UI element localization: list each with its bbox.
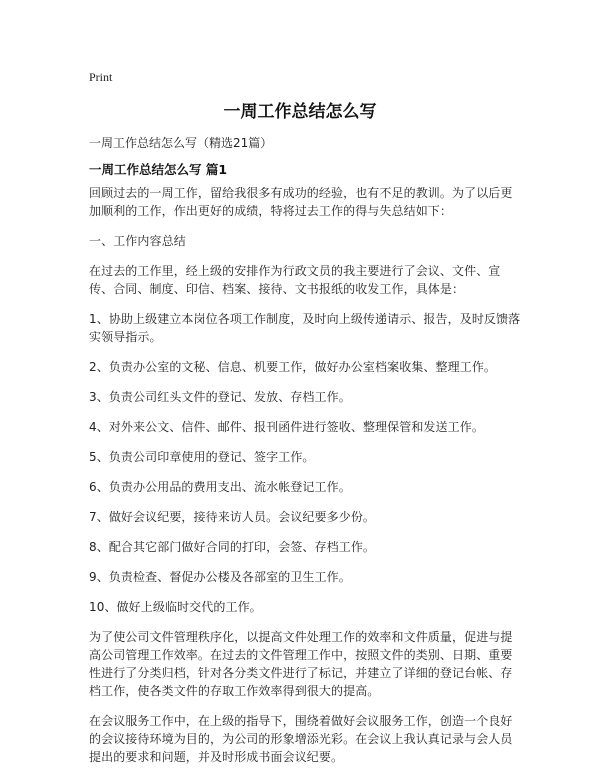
paragraph: 9、负责检查、督促办公楼及各部室的卫生工作。 (89, 570, 351, 584)
paragraph: 5、负责公司印章使用的登记、签字工作。 (89, 450, 315, 464)
paragraph: 8、配合其它部门做好合同的打印，会签、存档工作。 (89, 540, 376, 554)
paragraph: 4、对外来公文、信件、邮件、报刊函件进行签收、整理保管和发送工作。 (89, 420, 484, 434)
page-title: 一周工作总结怎么写 (223, 102, 377, 122)
paragraph: 在会议服务工作中，在上级的指导下，围绕着做好会议服务工作，创造一个良好的会议接待环境为目的，为公司的形象增添光彩。在会议上我认真记录与会人员提出的要求和问题，并及时形成书面会议纪要。 (89, 714, 513, 764)
paragraph: 3、负责公司红头文件的登记、发放、存档工作。 (89, 390, 351, 404)
paragraph: 2、负责办公室的文秘、信息、机要工作，做好办公室档案收集、整理工作。 (89, 360, 497, 374)
article-body (89, 184, 521, 778)
section-title: 一周工作总结怎么写 篇1 (89, 162, 228, 177)
paragraph: 一、工作内容总结 (89, 234, 186, 248)
paragraph: 回顾过去的一周工作，留给我很多有成功的经验，也有不足的教训。为了以后更加顺利的工作，作出更好的成绩，特将过去工作的得与失总结如下： (89, 186, 513, 218)
document-subtitle: 一周工作总结怎么写（精选21篇） (89, 136, 273, 150)
paragraph: 在过去的工作里，经上级的安排作为行政文员的我主要进行了会议、文件、宣传、合同、制度、印信、档案、接待、文书报纸的收发工作，具体是： (89, 264, 501, 296)
paragraph: 1、协助上级建立本岗位各项工作制度，及时向上级传递请示、报告，及时反馈落实领导指示。 (89, 312, 521, 344)
paragraph: 10、做好上级临时交代的工作。 (89, 600, 262, 614)
paragraph: 6、负责办公用品的费用支出、流水帐登记工作。 (89, 480, 351, 494)
paragraph: 为了使公司文件管理秩序化，以提高文件处理工作的效率和文件质量，促进与提高公司管理工作效率。在过去的文件管理工作中，按照文件的类别、日期、重要性进行了分类归档，针对各分类文件进行了标记，并建立了详细的登记台帐、存档工作，使各类文件的存取工作效率得到很大的提高。 (89, 630, 513, 698)
print-link[interactable]: Print (89, 70, 113, 84)
paragraph: 7、做好会议纪要，接待来访人员。会议纪要多少份。 (89, 510, 376, 524)
